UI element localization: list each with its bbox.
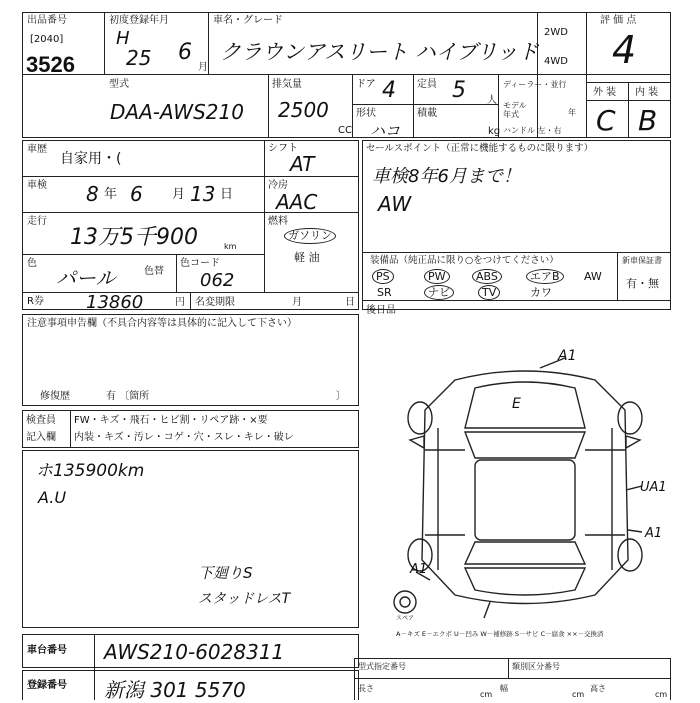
title-deadline-label: 名変期限: [195, 297, 235, 308]
repair-close: 〕: [336, 391, 346, 402]
year: 25: [126, 46, 152, 70]
divider: [176, 254, 177, 292]
divider: [537, 12, 538, 138]
divider: [22, 74, 671, 75]
warranty: 有・無: [626, 277, 659, 290]
chassis: AWS210-6028311: [104, 640, 285, 664]
rating-label: 評 価 点: [600, 15, 637, 26]
month-unit: 月: [198, 62, 208, 73]
mark-hood: E: [512, 396, 521, 412]
drive-2wd: 2WD: [544, 27, 568, 38]
load-label: 積載: [417, 108, 437, 119]
divider: [264, 140, 265, 292]
sales-line1: 車検8年6月まで！: [372, 166, 521, 187]
model-cert-label: 型式指定番号: [358, 662, 406, 671]
inspector-items: FW・キズ・飛石・ヒビ割・リペア跡・×要: [74, 415, 268, 426]
divider: [208, 12, 209, 74]
mileage-label: 走行: [27, 216, 47, 227]
category-label: 車歴: [27, 144, 47, 155]
remark-au: A.U: [38, 488, 67, 507]
entry-items: 内装・キズ・汚レ・コゲ・穴・スレ・キレ・破レ: [74, 432, 294, 443]
doors: 4: [382, 78, 396, 103]
dealer-label: ディーラー・並行: [503, 80, 567, 89]
remark-studless: スタッドレスT: [198, 591, 291, 607]
insp-day-unit: 日: [220, 187, 234, 202]
divider: [586, 12, 587, 138]
insp-year: 8: [86, 182, 99, 206]
yen-unit: 円: [175, 297, 185, 308]
cc-unit: CC: [338, 125, 352, 136]
sales-label: セールスポイント（正常に機能するものに限ります）: [366, 143, 594, 154]
month: 6: [178, 40, 192, 65]
year-unit: 年: [568, 108, 576, 117]
capacity: 5: [452, 78, 466, 103]
recycle-label: R券: [27, 296, 44, 307]
remark-underbody: 下廻りS: [198, 564, 253, 582]
length-unit: cm: [480, 690, 493, 699]
remark-mileage: ホ135900km: [36, 461, 145, 481]
insp-month-unit: 月: [172, 187, 186, 202]
color-label: 色: [27, 258, 37, 269]
equip-pw: PW: [424, 269, 450, 284]
insp-month: 6: [130, 182, 143, 206]
model-year-label: モデル年式: [503, 101, 527, 119]
equip-abs: ABS: [472, 269, 502, 284]
mark-left-rear: A1: [410, 562, 428, 577]
exterior-grade: C: [596, 104, 616, 137]
handle-label: ハンドル 左・右: [503, 126, 562, 135]
doors-label: ドア: [356, 79, 376, 90]
shape-label: 形状: [356, 108, 376, 119]
divider: [617, 252, 618, 300]
divider: [70, 410, 71, 448]
lot-number: 3526: [26, 52, 75, 77]
inspection-label: 車検: [27, 180, 47, 191]
deadline-day: 日: [345, 297, 355, 308]
warranty-label: 新車保証書: [622, 256, 662, 265]
spare-label: スペア: [396, 615, 415, 622]
height-unit: cm: [655, 690, 668, 699]
equip-airbag: エアB: [526, 269, 564, 284]
plate-label: 登録番号: [27, 680, 67, 691]
color: パール: [56, 266, 116, 290]
repair-label: 修復歴: [40, 391, 70, 402]
divider: [354, 678, 671, 679]
first-reg-label: 初度登録年月: [109, 15, 169, 26]
capacity-unit: 人: [487, 95, 497, 106]
deadline-month: 月: [292, 297, 302, 308]
color-code: 062: [200, 270, 235, 291]
damage-legend: A－キズ E－エクボ U－凹み W－補修跡 S－サビ C－腐食 ××－交換済: [396, 630, 604, 638]
shape: ハコ: [370, 122, 401, 140]
lot-no-label: 出品番号: [27, 15, 67, 26]
equip-navi: ナビ: [424, 285, 454, 300]
color-change-label: 色替: [144, 266, 164, 277]
fuel-gas: ガソリン: [284, 228, 336, 244]
mark-front: A1: [558, 348, 577, 364]
fuel-label: 燃料: [268, 216, 288, 227]
name-grade-label: 車名・グレード: [213, 15, 283, 26]
after-label: 後日品: [366, 305, 396, 316]
divider: [508, 658, 509, 678]
color-code-label: 色コード: [180, 258, 220, 269]
width-label: 幅: [500, 684, 508, 693]
recycle: 13860: [86, 292, 144, 313]
height-label: 高さ: [590, 684, 606, 693]
class-label: 類別区分番号: [512, 662, 560, 671]
chassis-label: 車台番号: [27, 645, 67, 656]
sales-line2: AW: [378, 192, 412, 216]
shift-label: シフト: [268, 143, 298, 154]
drive-4wd: 4WD: [544, 56, 568, 67]
divider: [362, 300, 671, 301]
insp-year-unit: 年: [104, 187, 118, 202]
repair-value: 有 〔箇所: [106, 391, 150, 402]
equip-leather: カワ: [530, 286, 552, 299]
ac-label: 冷房: [268, 180, 288, 191]
divider: [22, 176, 359, 177]
category: 自家用・(: [60, 151, 122, 167]
width-unit: cm: [572, 690, 585, 699]
car-diagram: [380, 340, 670, 630]
divider: [586, 82, 671, 83]
displacement: 2500: [278, 98, 329, 122]
inspector-label: 検査員: [26, 415, 56, 426]
km-unit: km: [224, 242, 237, 251]
divider: [190, 292, 191, 310]
capacity-label: 定員: [417, 79, 437, 90]
model-type-label: 型式: [109, 79, 129, 90]
divider: [628, 82, 629, 138]
equip-tv: TV: [478, 285, 500, 300]
equip-sr: SR: [377, 286, 392, 299]
interior-grade: B: [638, 104, 658, 137]
rating: 4: [612, 28, 637, 72]
divider: [352, 104, 498, 105]
plate: 新潟 301 5570: [104, 678, 246, 702]
divider: [104, 12, 105, 74]
lot-code: [2040]: [30, 34, 64, 45]
ac: AAC: [276, 190, 318, 214]
caution-label: 注意事項申告欄（不具合内容等は具体的に記入して下さい）: [27, 318, 297, 329]
name-grade: クラウンアスリート ハイブリッド: [220, 40, 539, 64]
equip-ps: PS: [372, 269, 394, 284]
fuel-diesel: 軽 油: [294, 251, 320, 264]
divider: [22, 254, 264, 255]
era: H: [116, 28, 130, 49]
exterior-label: 外 装: [593, 87, 617, 98]
shift: AT: [290, 152, 315, 176]
model-type: DAA-AWS210: [110, 100, 244, 124]
displacement-label: 排気量: [272, 79, 302, 90]
equipment-label: 装備品（純正品に限り○をつけてください）: [370, 255, 559, 266]
equip-aw: AW: [584, 270, 602, 283]
length-label: 長さ: [358, 684, 374, 693]
insp-day: 13: [190, 182, 216, 206]
mark-right-rear: A1: [645, 526, 663, 541]
entry-label: 記入欄: [26, 432, 56, 443]
mark-right-door: UA1: [640, 480, 667, 495]
divider: [352, 74, 353, 138]
divider: [362, 252, 671, 253]
kg-unit: kg: [488, 126, 501, 137]
interior-label: 内 装: [635, 87, 659, 98]
divider: [268, 74, 269, 138]
divider: [413, 74, 414, 138]
mileage: 13万5千900: [70, 225, 198, 250]
